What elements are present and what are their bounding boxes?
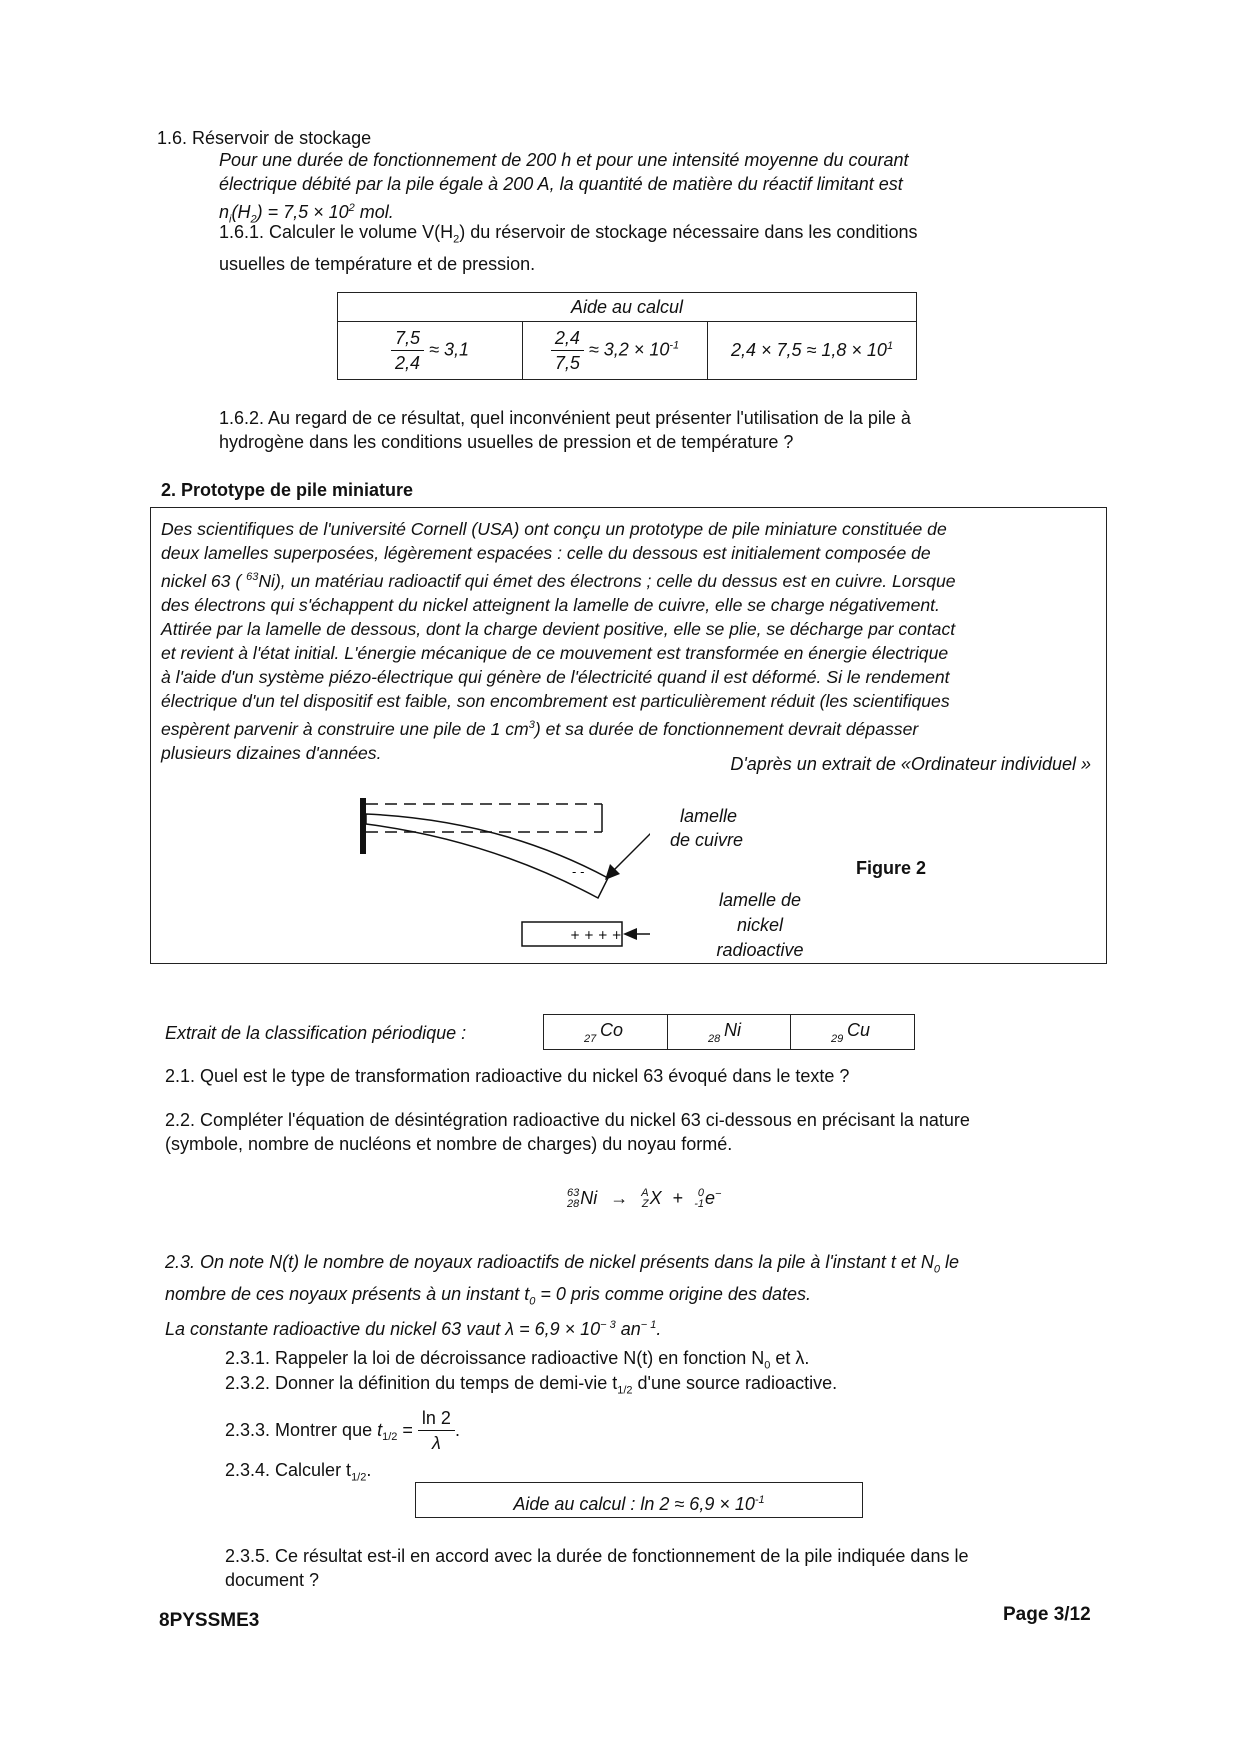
question-2-3-3: 2.3.3. Montrer que $t_{1/2}$ = $\frac{\ln 2}{\lambda}$ . (225, 1408, 460, 1453)
document-text: Des scientifiques de l'université Cornell (USA) ont conçu un prototype de pile miniature constituée de deux lamelles superposées, légèrement espacées : celle du dessous est initialement composée de nickel 63 ( $^{63}$Ni), un matériau radioactif qui émet des électrons ; celle du dessus est en cuivre. Lorsque des électrons qui s'échappent du nickel atteignent la lamelle de cuivre, elle se charge négativement. Attirée par la lamelle de dessous, dont la charge devient positive, elle se plie, se décharge par contact et revient à l'état initial. L'énergie mécanique de ce mouvement est transformée en énergie électrique à l'aide d'un système piézo-électrique qui génère de l'électricité quand il est déformé. Si le rendement électrique d'un tel dispositif est faible, son encombrement est particulièrement réduit (les scientifiques espèrent parvenir à construire une pile de 1 $cm^3$) et sa durée de fonctionnement devrait dépasser plusieurs dizaines d'années. (161, 519, 956, 763)
ni-numbers: 63 28 (567, 1187, 580, 1211)
document-source: D'après un extrait de «Ordinateur individuel » (730, 754, 1091, 774)
question-2-3-2: 2.3.2. Donner la définition du temps de demi-vie $t_{1/2}$ d'une source radioactive. (225, 1373, 838, 1397)
intro-line-3: $n_i(H_2) = 7,5 \times 10^2$ mol. (219, 202, 394, 226)
nickel-arrow-head (623, 928, 637, 940)
element-co: 27 Co (584, 1020, 624, 1045)
question-2-3: 2.3. On note N(t) le nombre de noyaux radioactifs de nickel présents dans la pile à l'instant t et $N_0$ le nombre de ces noyaux présents à un instant $t_0 = 0$ pris comme origine des dates. La constante radioactive du nickel 63 vaut $\lambda = 6,9 \times 10^{- 3}$ $an^{- 1}$. (165, 1252, 959, 1340)
electron-numbers: 0 -1 (694, 1187, 704, 1211)
aide-title: Aide au calcul (338, 293, 917, 322)
support-bar (360, 798, 366, 854)
section-2-title: 2. Prototype de pile miniature (161, 480, 414, 500)
question-2-1: 2.1. Quel est le type de transformation radioactive du nickel 63 évoqué dans le texte ? (165, 1066, 850, 1086)
periodic-extract (543, 1014, 915, 1050)
x-numbers: A Z (641, 1187, 649, 1211)
aide-cell-3: $2,4 \times 7,5 \approx 1,8 \times 10^1$ (708, 322, 917, 380)
figure-label-nickel: lamelle de nickel radioactive (716, 890, 804, 960)
footer-page: Page 3/12 (1003, 1604, 1091, 1625)
figure-label-copper: lamelle de cuivre (670, 806, 744, 850)
figure-2-title: Figure 2 (856, 858, 927, 878)
intro-line-2: électrique débité par la pile égale à 200 A, la quantité de matière du réactif limitant est (219, 174, 903, 194)
periodic-label: Extrait de la classification périodique : (165, 1023, 467, 1043)
question-2-2: 2.2. Compléter l'équation de désintégration radioactive du nickel 63 ci-dessous en précisant la nature (symbole, nombre de nucléons et nombre de charges) du noyau formé. (165, 1110, 970, 1154)
aide-au-calcul-table (337, 292, 917, 380)
aide-ln2-box: Aide au calcul : $\ln 2 \approx 6,9 \times 10^{-1}$ (415, 1482, 863, 1518)
copper-charge: - - (572, 865, 585, 879)
element-cu: 29 Cu (790, 1015, 915, 1049)
aide-cell-2: $\frac{2,4}{7,5}$ ≈ $3,2 \times 10^{-1}$ (523, 322, 708, 380)
bent-copper-strip (366, 814, 608, 898)
nickel-charge: + + + + (570, 928, 622, 942)
question-2-3-5: 2.3.5. Ce résultat est-il en accord avec la durée de fonctionnement de la pile indiquée dans le document ? (225, 1546, 969, 1590)
figure-2-diagram (350, 790, 650, 960)
question-2-3-1: 2.3.1. Rappeler la loi de décroissance radioactive N(t) en fonction $N_0$ et λ. (225, 1348, 810, 1372)
section-1-6-title: 1.6. Réservoir de stockage (157, 128, 372, 148)
question-2-3-4: 2.3.4. Calculer $t_{1/2}$. (225, 1460, 372, 1484)
copper-arrow-line (612, 812, 650, 872)
question-1-6-2: 1.6.2. Au regard de ce résultat, quel inconvénient peut présenter l'utilisation de la pile à hydrogène dans les conditions usuelles de pression et de température ? (219, 408, 911, 452)
intro-line-1: Pour une durée de fonctionnement de 200 h et pour une intensité moyenne du courant (219, 150, 909, 170)
element-ni: 28 Ni (667, 1015, 791, 1049)
aide-cell-1: $\frac{7,5}{2,4}$ ≈ 3,1 (338, 322, 523, 380)
question-1-6-1: 1.6.1. Calculer le volume $V(H_2)$ du réservoir de stockage nécessaire dans les conditions usuelles de température et de pression. (219, 222, 918, 274)
footer-code: 8PYSSME3 (159, 1610, 260, 1631)
decay-equation: 63 28Ni → A ZX + 0 -1e− (567, 1187, 722, 1211)
